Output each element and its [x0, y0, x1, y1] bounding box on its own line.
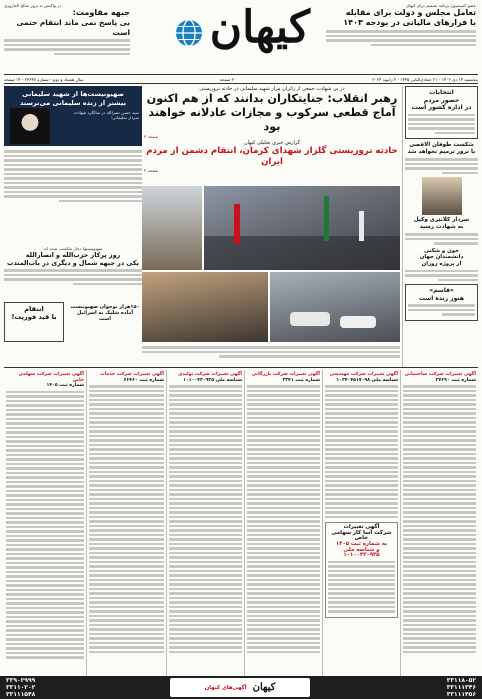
revenge-title-2: با قید فوریت! — [11, 313, 57, 321]
ad-6-tag: شماره ثبت ۱۴۰۵ — [46, 383, 84, 389]
lead-headline-1: رهبر انقلاب: جنایتکاران بدانند که از هم اکنون — [146, 92, 398, 105]
lead-page-ref: صفحه ۳ — [144, 134, 159, 139]
nasrallah-title-2: بیشتر از زنده سلیمانی می‌ترسند — [19, 99, 127, 107]
phone-left-3: ۳۳۱۱۱۵۴۸ — [6, 691, 36, 698]
masthead-right-story[interactable] — [326, 3, 476, 48]
sidebar-story-4[interactable]: خون و شکنی دانشمندان جهان از پروژه روزان — [405, 248, 478, 282]
issue-number: سال هشتاد و دوم - شماره ۲۳۶۴۷ - ۱۴ صفحه — [4, 76, 84, 82]
ad-5-head: آگهی تغییرات شرکت خدمات — [100, 372, 164, 377]
lead-kicker: در پی شهادت جمعی از زائران مزار شهید سلیمانی در حادثه تروریستی — [199, 86, 345, 92]
crowd-photo-art — [204, 186, 400, 270]
nasrallah-title-1: صهیونیست‌ها از شهید سلیمانی — [22, 90, 124, 98]
ad-column-6[interactable] — [4, 370, 86, 676]
phone-right-1: ۳۳۱۱۸۰۵۲ — [446, 677, 476, 684]
street-photo — [142, 272, 268, 342]
teen-settlers-box[interactable] — [68, 302, 142, 342]
revenge-title-1: انتقام — [24, 305, 44, 313]
left-column-text — [4, 148, 142, 244]
hezbollah-story[interactable] — [4, 246, 142, 287]
cars-photo-art — [270, 272, 400, 342]
nasrallah-box[interactable] — [4, 86, 142, 146]
footer-ad-logo: کیهان — [252, 682, 276, 693]
martyr-portrait — [422, 177, 462, 215]
teen-title-3: است — [99, 316, 111, 323]
masthead-logo — [170, 2, 310, 58]
logo-text: کیهان — [209, 2, 310, 53]
side-photo — [142, 186, 202, 270]
crowd-photo — [204, 186, 400, 270]
footer-ad-banner[interactable] — [170, 678, 310, 697]
ad-4-tag: شناسه ملی ۱۰۱۰۰۴۳۰۹۳۵ — [183, 377, 242, 383]
center-ad-box[interactable] — [325, 522, 398, 618]
ad-6-head: آگهی تغییرات شرکت سهامی خاص — [18, 372, 84, 383]
ad-column-4[interactable] — [166, 370, 244, 676]
footer-phones-left — [6, 677, 126, 698]
ads-divider — [4, 367, 478, 368]
ad-3-tag: شماره ثبت ۳۲۴۱ — [282, 377, 320, 383]
phone-left-2: ۳۳۱۱۰۲۰۲ — [6, 684, 36, 691]
ad-column-3[interactable] — [244, 370, 322, 676]
report-kicker: گزارش خبری تحلیلی کیهان — [243, 140, 301, 147]
nasrallah-kicker: سید حسن نصرالله در سالگرد شهادت سردار سلیمانی: — [73, 110, 139, 121]
ad-4-head: آگهی تغییرات شرکت تولیدی — [178, 372, 242, 377]
ad-2-head: آگهی تغییرات شرکت مهندسی — [329, 372, 398, 377]
phone-left-1: ۳۳۹۰۲۹۹۹ — [6, 677, 36, 684]
revenge-box[interactable] — [4, 302, 64, 342]
teen-title-2: آماده شلیک به اسرائیل — [76, 310, 134, 317]
globe-icon — [174, 18, 204, 48]
ad-1-tag: شماره ثبت ۲۷۶۹۰ — [435, 377, 476, 383]
masthead-right-headline-2: با فرارهای مالیاتی در بودجه ۱۴۰۳ — [343, 18, 476, 28]
footer-phones-right — [356, 677, 476, 698]
masthead-left-headline-big: بی پاسخ نمی ماند انتقام حتمی است — [16, 18, 130, 37]
ad-1-head: آگهی تغییرات شرکت ساختمانی — [404, 372, 476, 377]
footer-ad-label: آگهی‌های کیهان — [204, 684, 247, 691]
lead-headline-3: حادثه تروریستی گلزار شهدای کرمان، انتقام دشمن از مردم ایران — [146, 146, 398, 168]
cars-photo — [270, 272, 400, 342]
phone-right-3: ۳۳۱۱۱۴۵۶ — [446, 691, 476, 698]
photo-caption — [142, 344, 400, 360]
ad-5-tag: شماره ثبت ۶۶۴۶۰ — [123, 377, 164, 383]
phone-right-2: ۳۳۱۱۱۳۴۶ — [446, 684, 476, 691]
sidebar-story-2[interactable]: شکست طوفان الاقصی با ترور ترمیم نخواهد شد — [405, 142, 478, 174]
masthead-left-kicker: در واکنش به ترور صالح العاروری — [4, 3, 62, 8]
masthead-left-headline-small: جبهه مقاومت: — [72, 8, 130, 18]
hezbollah-title-2: یکی در جبهه شمال و دیگری در باب‌المندب — [7, 259, 139, 268]
footer-bar — [0, 676, 482, 699]
lead-page-ref-2: صفحه ۲ — [144, 168, 159, 174]
teen-title-1: ۱۵۰هزار نوجوان صهیونیست — [70, 304, 140, 310]
issue-price: ۲۰ صفحه — [219, 76, 237, 82]
center-ad-line-3: به شماره ثبت ۱۴۰۵ — [335, 540, 388, 547]
hezbollah-kicker: صهیونیستها دچار شکست شده اند — [43, 246, 103, 251]
ad-column-1[interactable] — [400, 370, 478, 676]
ad-3-head: آگهی تغییرات شرکت بازرگانی — [251, 372, 320, 377]
masthead-left-story[interactable] — [4, 3, 130, 57]
sidebar-story-1[interactable]: انتخابات حضور مردم در اداره کشور است — [405, 86, 478, 139]
sidebar-story-3[interactable]: سردار کلانتری وکیل به شهادت رسید — [405, 177, 478, 245]
lead-story[interactable] — [144, 86, 400, 173]
dateline-bar — [4, 74, 478, 84]
masthead-right-kicker: عضو کمیسیون برنامه تصمیم برای کیهان — [406, 3, 476, 8]
sidebar-story-5[interactable]: «قاسم» هنوز زنده است — [405, 284, 478, 321]
masthead-right-headline-1: تعامل مجلس و دولت برای مقابله — [345, 8, 476, 18]
ad-2-tag: شناسه ملی ۱۰۳۴۰۴۵۱۷۰۹۸ — [336, 377, 398, 383]
lead-headline-2: آماج قطعی سرکوب و مجازات عادلانه خواهند بود — [148, 106, 396, 133]
center-ad-line-4: و شناسه ملی ۱۰۱۰۰۴۳۰۹۳۵ — [343, 546, 380, 559]
hezbollah-title-1: روز پرکار حزب‌الله و انصارالله — [25, 251, 121, 260]
right-sidebar — [402, 86, 478, 368]
ad-column-5[interactable] — [86, 370, 166, 676]
dateline: پنجشنبه ۱۴ دی ۱۴۰۲ - ۲۱ جمادی‌الثانی ۱۴۴۵ - ۴ ژانویه ۲۰۲۴ — [372, 76, 478, 82]
ad-column-2[interactable] — [322, 370, 400, 676]
center-ad-line-2: شرکت آسا کار سهامی خاص — [331, 529, 392, 542]
nasrallah-photo — [10, 108, 50, 144]
center-ad-line-1: آگهی تغییرات — [343, 524, 380, 531]
